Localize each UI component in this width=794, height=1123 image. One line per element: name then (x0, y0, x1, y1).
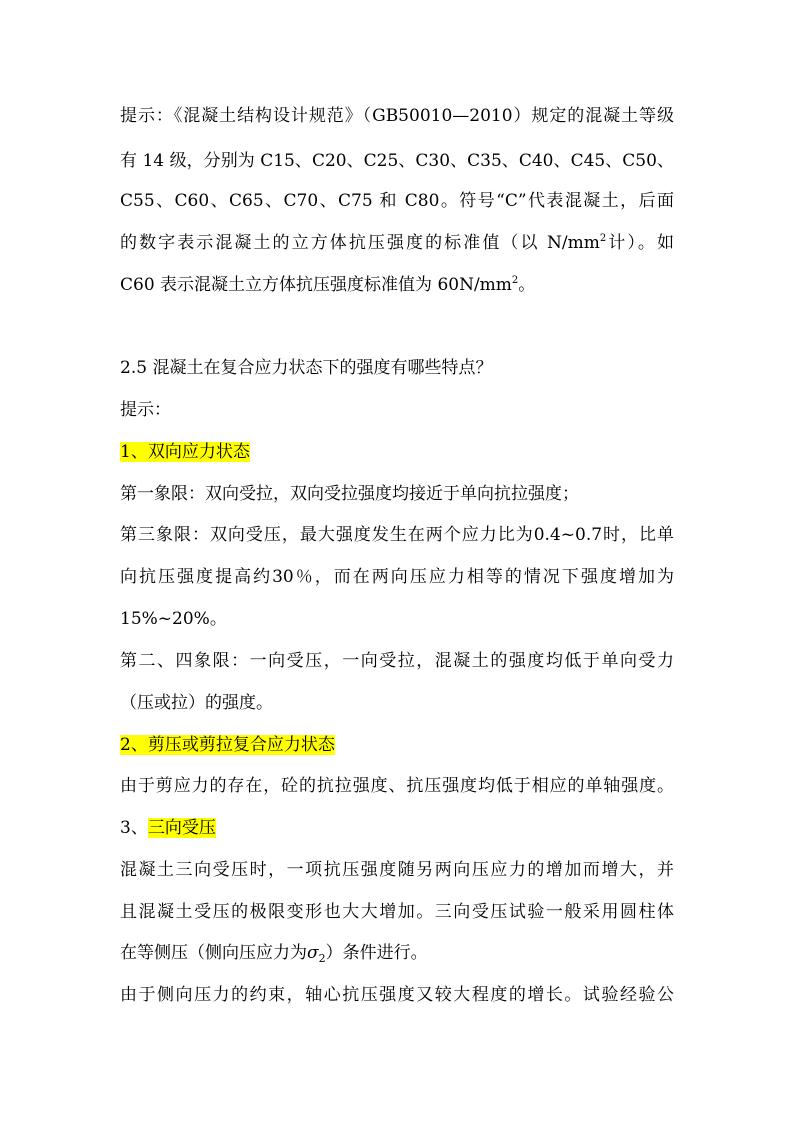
quadrant-1-text: 第一象限：双向受拉，双向受拉强度均接近于单向抗拉强度； (120, 484, 579, 504)
section-heading: 2.5 混凝土在复合应力状态下的强度有哪些特点？ (120, 358, 493, 378)
intro-line-3: C55、C60、C65、C70、C75 和 C80。符号“C”代表混凝土，后面 (120, 191, 674, 211)
intro-line-5-text: C60 表示混凝土立方体抗压强度标准值为 60N/mm (120, 275, 512, 295)
triaxial-line-3-end: ）条件进行。 (325, 943, 428, 963)
quadrant-3-line-1: 第三象限：双向受压，最大强度发生在两个应力比为0.4~0.7时，比单 (120, 525, 674, 545)
intro-line-4-text: 的数字表示混凝土的立方体抗压强度的标准值（以 N/mm (120, 233, 600, 253)
quadrant-24-line-2: （压或拉）的强度。 (120, 693, 273, 713)
triaxial-line-2: 且混凝土受压的极限变形也大大增加。三向受压试验一般采用圆柱体 (120, 902, 674, 922)
heading-triaxial-number: 3、 (120, 818, 148, 838)
intro-line-5-end: 。 (518, 275, 536, 295)
quadrant-24-line-1: 第二、四象限：一向受压，一向受拉，混凝土的强度均低于单向受力 (120, 651, 674, 671)
triaxial-line-3 (120, 941, 428, 971)
quadrant-3-line-2: 向抗压强度提高约30％，而在两向压应力相等的情况下强度增加为 (120, 567, 674, 587)
highlight-biaxial: 1、双向应力状态 (120, 442, 250, 462)
highlight-shear: 2、剪压或剪拉复合应力状态 (120, 735, 335, 755)
superscript: 2 (511, 275, 519, 286)
heading-triaxial (120, 816, 216, 840)
intro-line-2: 有 14 级，分别为 C15、C20、C25、C30、C35、C40、C45、C50、 (120, 151, 674, 171)
intro-line-4 (120, 231, 674, 255)
quadrant-3-line-3: 15%~20%。 (120, 609, 227, 629)
sigma-letter: σ (307, 943, 319, 963)
triaxial-line-1: 混凝土三向受压时，一项抗压强度随另两向压应力的增加而增大，并 (120, 860, 674, 880)
intro-line-1: 提示：《混凝土结构设计规范》（GB50010—2010）规定的混凝土等级 (120, 106, 674, 126)
sigma-subscript: 2 (318, 952, 326, 965)
heading-biaxial (120, 440, 250, 464)
heading-shear (120, 733, 335, 757)
intro-line-5 (120, 273, 535, 297)
triaxial-line-3-text: 在等侧压（侧向压应力为 (120, 943, 307, 963)
confinement-line: 由于侧向压力的约束，轴心抗压强度又较大程度的增长。试验经验公 (120, 985, 674, 1005)
intro-line-4-end: 计）。如 (606, 233, 674, 253)
sigma-symbol (307, 943, 326, 963)
highlight-triaxial: 三向受压 (147, 818, 216, 838)
superscript: 2 (599, 233, 607, 244)
shear-text: 由于剪应力的存在，砼的抗拉强度、抗压强度均低于相应的单轴强度。 (120, 776, 674, 796)
hint-label: 提示： (120, 400, 171, 420)
